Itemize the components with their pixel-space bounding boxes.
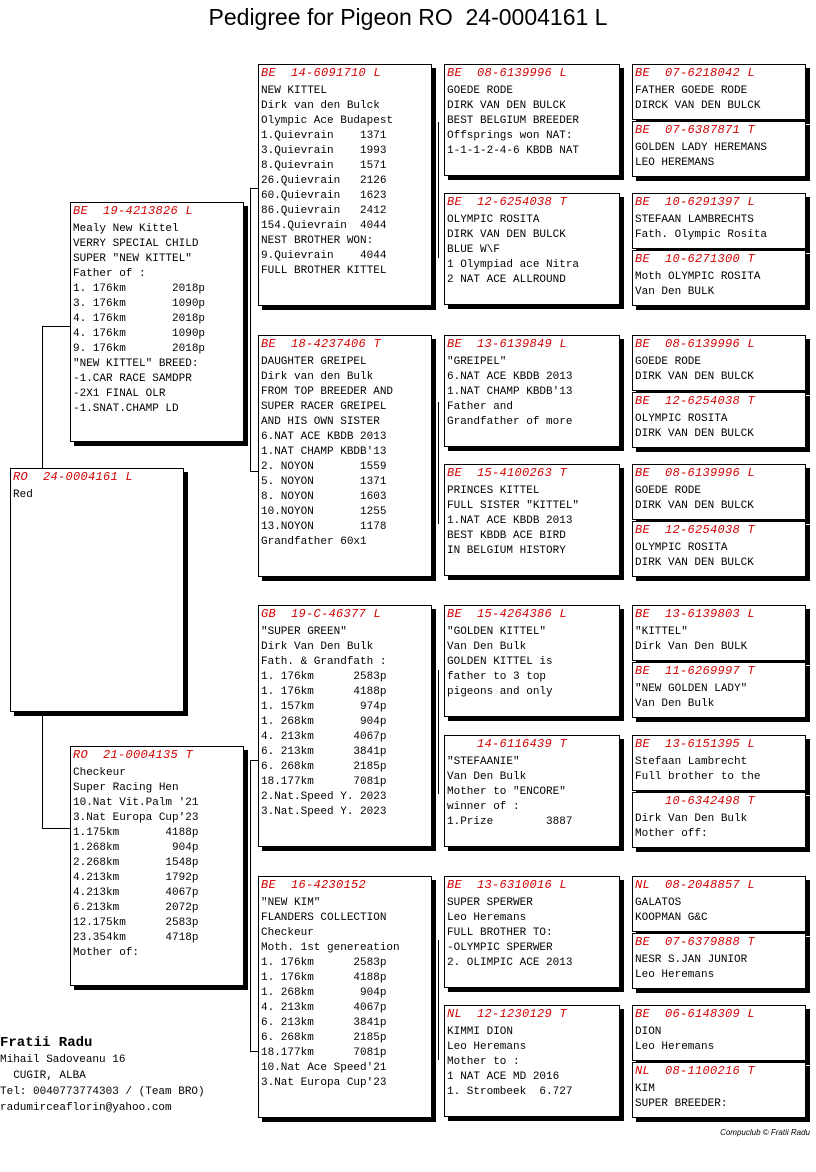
pigeon-note-line: 3. 176km 1090p <box>73 298 206 310</box>
pigeon-notes <box>445 354 619 430</box>
pigeon-note-line: Moth. 1st genereation <box>261 942 400 954</box>
pigeon-note-line: OLYMPIC ROSITA <box>635 413 728 425</box>
ring-number: BE 07-6387871 T <box>635 123 756 137</box>
pigeon-note-line: DAUGHTER GREIPEL <box>261 356 367 368</box>
pigeon-note-line: 1.NAT CHAMP KBDB'13 <box>261 446 387 458</box>
pigeon-note-line: 154.Quievrain 4044 <box>261 220 387 232</box>
pigeon-note-line: NEST BROTHER WON: <box>261 235 374 247</box>
ring-number: BE 16-4230152 <box>261 878 367 892</box>
pigeon-notes <box>445 754 619 830</box>
pigeon-note-line: 3.Nat Europa Cup'23 <box>261 1077 387 1089</box>
pigeon-note-line: 6.NAT ACE KBDB 2013 <box>447 371 573 383</box>
pigeon-note-line: FULL BROTHER KITTEL <box>261 265 387 277</box>
pigeon-card-g11 <box>632 735 806 791</box>
pigeon-note-line: Full brother to the <box>635 771 761 783</box>
pigeon-note-line: NEW KITTEL <box>261 85 328 97</box>
ring-number: BE 13-6139803 L <box>635 607 756 621</box>
ring-number: 14-6116439 T <box>447 737 568 751</box>
ring-number: NL 12-1230129 T <box>447 1007 568 1021</box>
pigeon-note-line: 6. 213km 3841p <box>261 746 387 758</box>
pigeon-note-line: "GREIPEL" <box>447 356 507 368</box>
pigeon-note-line: -OLYMPIC SPERWER <box>447 942 553 954</box>
pigeon-note-line: DIRK VAN DEN BULCK <box>447 100 566 112</box>
pigeon-note-line: Stefaan Lambrecht <box>635 756 748 768</box>
pigeon-note-line: 4. 213km 4067p <box>261 731 387 743</box>
pigeon-note-line: 2.Nat.Speed Y. 2023 <box>261 791 387 803</box>
pigeon-card-sds <box>444 335 620 447</box>
connector-line <box>438 940 439 1060</box>
pigeon-card-dam-sire <box>258 605 432 847</box>
pigeon-note-line: BEST BELGIUM BREEDER <box>447 115 580 127</box>
connector-line <box>438 122 439 258</box>
pigeon-notes <box>445 83 619 159</box>
pigeon-card-g16 <box>632 1062 806 1118</box>
ring-number: BE 08-6139996 L <box>635 466 756 480</box>
pigeon-note-line: KIM <box>635 1083 655 1095</box>
ring-number: BE 07-6379888 T <box>635 935 756 949</box>
pigeon-note-line: 2. OLIMPIC ACE 2013 <box>447 957 573 969</box>
pigeon-note-line: 6.NAT ACE KBDB 2013 <box>261 431 387 443</box>
pigeon-note-line: Mealy New Kittel <box>73 223 179 235</box>
ring-number: BE 12-6254038 T <box>635 523 756 537</box>
pigeon-notes <box>445 624 619 700</box>
pigeon-note-line: GOEDE RODE <box>447 85 514 97</box>
pigeon-notes <box>445 1024 619 1100</box>
pigeon-note-line: Leo Heremans <box>447 912 527 924</box>
ring-number: BE 11-6269997 T <box>635 664 756 678</box>
breeder-address: Mihail Sadoveanu 16 <box>0 1054 126 1066</box>
pigeon-note-line: 60.Quievrain 1623 <box>261 190 387 202</box>
pigeon-notes <box>633 83 805 114</box>
pigeon-note-line: 12.175km 2583p <box>73 917 199 929</box>
breeder-phone: Tel: 0040773774303 / (Team BRO) <box>0 1086 205 1098</box>
pigeon-note-line: 1.NAT ACE KBDB 2013 <box>447 515 573 527</box>
pigeon-note-line: 1. 268km 904p <box>261 987 387 999</box>
pigeon-notes <box>445 212 619 288</box>
pigeon-note-line: 26.Quievrain 2126 <box>261 175 387 187</box>
connector-line <box>42 326 70 327</box>
pigeon-card-g3 <box>632 193 806 249</box>
pigeon-note-line: Dirk Van Den BULK <box>635 641 748 653</box>
pigeon-note-line: 8. NOYON 1603 <box>261 491 387 503</box>
pigeon-note-line: Mother to "ENCORE" <box>447 786 566 798</box>
pigeon-note-line: SUPER "NEW KITTEL" <box>73 253 192 265</box>
pigeon-card-dam <box>70 746 244 986</box>
pigeon-note-line: 10.NOYON 1255 <box>261 506 387 518</box>
pigeon-note-line: SUPER RACER GREIPEL <box>261 401 387 413</box>
pigeon-note-line: 6. 268km 2185p <box>261 1032 387 1044</box>
pigeon-notes <box>633 895 805 926</box>
pigeon-note-line: 1-1-1-2-4-6 KBDB NAT <box>447 145 580 157</box>
pigeon-note-line: AND HIS OWN SISTER <box>261 416 380 428</box>
pigeon-card-g4 <box>632 250 806 306</box>
pigeon-note-line: Moth OLYMPIC ROSITA <box>635 271 761 283</box>
pigeon-note-line: 3.Quievrain 1993 <box>261 145 387 157</box>
pigeon-notes <box>633 269 805 300</box>
pigeon-notes <box>71 221 243 417</box>
breeder-city: CUGIR, ALBA <box>0 1070 86 1082</box>
pigeon-notes <box>71 765 243 961</box>
ring-number: BE 10-6291397 L <box>635 195 756 209</box>
ring-number: BE 08-6139996 L <box>447 66 568 80</box>
pigeon-note-line: FULL SISTER "KITTEL" <box>447 500 580 512</box>
pigeon-note-line: Fath. Olympic Rosita <box>635 229 768 241</box>
pigeon-notes <box>633 140 805 171</box>
pigeon-notes <box>633 540 805 571</box>
pigeon-note-line: NESR S.JAN JUNIOR <box>635 954 748 966</box>
ring-number: BE 19-4213826 L <box>73 204 194 218</box>
pigeon-card-g12 <box>632 792 806 848</box>
pigeon-note-line: Leo Heremans <box>635 1041 715 1053</box>
pigeon-note-line: 1. 268km 904p <box>261 716 387 728</box>
pigeon-note-line: 3.Nat.Speed Y. 2023 <box>261 806 387 818</box>
pigeon-note-line: 1.Quievrain 1371 <box>261 130 387 142</box>
pigeon-note-line: GOEDE RODE <box>635 356 702 368</box>
pigeon-card-g14 <box>632 933 806 989</box>
pigeon-note-line: 6. 213km 3841p <box>261 1017 387 1029</box>
pigeon-notes <box>633 354 805 385</box>
pigeon-notes <box>259 895 431 1091</box>
connector-line <box>438 670 439 794</box>
pigeon-notes <box>259 624 431 820</box>
pigeon-notes <box>11 487 183 503</box>
pigeon-note-line: 4. 213km 4067p <box>261 1002 387 1014</box>
pigeon-note-line: FROM TOP BREEDER AND <box>261 386 394 398</box>
connector-line <box>250 760 251 1052</box>
pigeon-card-g8 <box>632 521 806 577</box>
pigeon-note-line: 1.175km 4188p <box>73 827 199 839</box>
pigeon-note-line: 1. Strombeek 6.727 <box>447 1086 573 1098</box>
connector-line <box>42 326 43 468</box>
pigeon-note-line: 1.Prize 3887 <box>447 816 573 828</box>
connector-line <box>250 1051 258 1052</box>
pigeon-note-line: DIRK VAN DEN BULCK <box>635 428 754 440</box>
pigeon-note-line: 2 NAT ACE ALLROUND <box>447 274 566 286</box>
pigeon-note-line: DIRK VAN DEN BULCK <box>635 500 754 512</box>
pigeon-note-line: Van Den Bulk <box>635 698 715 710</box>
ring-number: BE 12-6254038 T <box>635 394 756 408</box>
pigeon-note-line: Dirk van den Bulk <box>261 371 374 383</box>
pigeon-notes <box>633 681 805 712</box>
pigeon-note-line: Grandfather 60x1 <box>261 536 367 548</box>
pigeon-note-line: 9.Quievrain 4044 <box>261 250 387 262</box>
pigeon-card-g9 <box>632 605 806 661</box>
pigeon-note-line: Dirk van den Bulck <box>261 100 380 112</box>
pigeon-note-line: Mother off: <box>635 828 708 840</box>
pigeon-note-line: 13.NOYON 1178 <box>261 521 387 533</box>
pigeon-card-g6 <box>632 392 806 448</box>
pigeon-note-line: -1.CAR RACE SAMDPR <box>73 373 192 385</box>
pigeon-card-g13 <box>632 876 806 932</box>
pigeon-note-line: Father and <box>447 401 514 413</box>
pigeon-note-line: Super Racing Hen <box>73 782 179 794</box>
pigeon-card-sdd <box>444 464 620 576</box>
ring-number: BE 15-4264386 L <box>447 607 568 621</box>
pigeon-note-line: 1. 157km 974p <box>261 701 387 713</box>
ring-number: NL 08-1100216 T <box>635 1064 756 1078</box>
pigeon-note-line: OLYMPIC ROSITA <box>635 542 728 554</box>
pigeon-notes <box>633 1024 805 1055</box>
ring-number: GB 19-C-46377 L <box>261 607 382 621</box>
pigeon-card-ssd <box>444 193 620 305</box>
pigeon-note-line: DION <box>635 1026 662 1038</box>
pigeon-card-subject <box>10 468 184 712</box>
pigeon-note-line: DIRK VAN DEN BULCK <box>635 371 754 383</box>
breeder-email: radumirceaflorin@yahoo.com <box>0 1102 172 1114</box>
pigeon-card-dss <box>444 605 620 717</box>
pigeon-note-line: 3.Nat Europa Cup'23 <box>73 812 199 824</box>
pigeon-note-line: 1.NAT CHAMP KBDB'13 <box>447 386 573 398</box>
pigeon-note-line: 1. 176km 2583p <box>261 671 387 683</box>
pigeon-note-line: Fath. & Grandfath : <box>261 656 387 668</box>
pigeon-note-line: 1. 176km 4188p <box>261 686 387 698</box>
pigeon-card-dsd <box>444 735 620 847</box>
pigeon-note-line: Checkeur <box>261 927 314 939</box>
pigeon-notes <box>633 1081 805 1112</box>
pigeon-notes <box>633 624 805 655</box>
pigeon-note-line: 2.268km 1548p <box>73 857 199 869</box>
pigeon-note-line: Van Den BULK <box>635 286 715 298</box>
pigeon-note-line: 1. 176km 2583p <box>261 957 387 969</box>
connector-line <box>250 471 258 472</box>
pigeon-card-dam-dam <box>258 876 432 1118</box>
pigeon-notes <box>633 483 805 514</box>
pigeon-note-line: FULL BROTHER TO: <box>447 927 553 939</box>
pigeon-note-line: "NEW KIM" <box>261 897 321 909</box>
pigeon-note-line: -1.SNAT.CHAMP LD <box>73 403 179 415</box>
pigeon-notes <box>259 83 431 279</box>
pigeon-note-line: "NEW KITTEL" BREED: <box>73 358 199 370</box>
pigeon-note-line: Leo Heremans <box>635 969 715 981</box>
pigeon-note-line: Olympic Ace Budapest <box>261 115 394 127</box>
pigeon-note-line: Grandfather of more <box>447 416 573 428</box>
pigeon-note-line: 86.Quievrain 2412 <box>261 205 387 217</box>
pigeon-note-line: PRINCES KITTEL <box>447 485 540 497</box>
pigeon-note-line: Leo Heremans <box>447 1041 527 1053</box>
pigeon-note-line: Van Den Bulk <box>447 771 527 783</box>
ring-number: BE 18-4237406 T <box>261 337 382 351</box>
pigeon-card-sire-sire <box>258 64 432 306</box>
pigeon-note-line: Father of : <box>73 268 146 280</box>
pigeon-note-line: 4. 176km 1090p <box>73 328 206 340</box>
pigeon-note-line: GOLDEN LADY HEREMANS <box>635 142 768 154</box>
pigeon-note-line: 8.Quievrain 1571 <box>261 160 387 172</box>
pigeon-note-line: Mother to : <box>447 1056 520 1068</box>
pigeon-note-line: SUPER BREEDER: <box>635 1098 728 1110</box>
pigeon-note-line: GALATOS <box>635 897 682 909</box>
pigeon-card-g10 <box>632 662 806 718</box>
pigeon-note-line: DIRK VAN DEN BULCK <box>447 229 566 241</box>
breeder-name: Fratii Radu <box>0 1035 93 1051</box>
connector-line <box>438 402 439 524</box>
pigeon-note-line: STEFAAN LAMBRECHTS <box>635 214 754 226</box>
pigeon-note-line: GOLDEN KITTEL is <box>447 656 553 668</box>
pigeon-notes <box>445 483 619 559</box>
connector-line <box>42 712 43 828</box>
ring-number: BE 14-6091710 L <box>261 66 382 80</box>
pigeon-note-line: 10.Nat Ace Speed'21 <box>261 1062 387 1074</box>
pigeon-note-line: -2X1 FINAL OLR <box>73 388 166 400</box>
pigeon-note-line: 9. 176km 2018p <box>73 343 206 355</box>
ring-number: BE 15-4100263 T <box>447 466 568 480</box>
ring-number: RO 24-0004161 L <box>13 470 134 484</box>
ring-number: RO 21-0004135 T <box>73 748 194 762</box>
connector-line <box>250 760 258 761</box>
pigeon-note-line: 18.177km 7081p <box>261 1047 387 1059</box>
page-title: Pedigree for Pigeon RO 24-0004161 L <box>208 4 608 30</box>
pigeon-card-g15 <box>632 1005 806 1061</box>
connector-line <box>250 188 258 189</box>
ring-number: BE 13-6151395 L <box>635 737 756 751</box>
ring-number: BE 07-6218042 L <box>635 66 756 80</box>
pigeon-note-line: BEST KBDB ACE BIRD <box>447 530 566 542</box>
pigeon-note-line: 23.354km 4718p <box>73 932 199 944</box>
pigeon-note-line: 1.268km 904p <box>73 842 199 854</box>
pigeon-note-line: Van Den Bulk <box>447 641 527 653</box>
pigeon-note-line: KIMMI DION <box>447 1026 514 1038</box>
pigeon-note-line: Dirk Van Den Bulk <box>261 641 374 653</box>
pigeon-notes <box>445 895 619 971</box>
pigeon-note-line: 18.177km 7081p <box>261 776 387 788</box>
pigeon-card-g1 <box>632 64 806 120</box>
pigeon-note-line: VERRY SPECIAL CHILD <box>73 238 199 250</box>
pigeon-note-line: pigeons and only <box>447 686 553 698</box>
ring-number: BE 10-6271300 T <box>635 252 756 266</box>
connector-line <box>42 828 70 829</box>
pigeon-note-line: LEO HEREMANS <box>635 157 715 169</box>
pigeon-note-line: BLUE W\F <box>447 244 500 256</box>
pigeon-note-line: SUPER SPERWER <box>447 897 533 909</box>
pigeon-notes <box>633 754 805 785</box>
pigeon-note-line: Dirk Van Den Bulk <box>635 813 748 825</box>
pigeon-note-line: "SUPER GREEN" <box>261 626 347 638</box>
pigeon-note-line: 1 Olympiad ace Nitra <box>447 259 580 271</box>
pigeon-note-line: 6.213km 2072p <box>73 902 199 914</box>
pigeon-notes <box>633 811 805 842</box>
pigeon-note-line: KOOPMAN G&C <box>635 912 708 924</box>
pigeon-note-line: "GOLDEN KITTEL" <box>447 626 547 638</box>
ring-number: BE 13-6310016 L <box>447 878 568 892</box>
pigeon-notes <box>633 952 805 983</box>
pigeon-note-line: Checkeur <box>73 767 126 779</box>
pigeon-card-dds <box>444 876 620 988</box>
pigeon-card-g7 <box>632 464 806 520</box>
pigeon-note-line: Red <box>13 489 33 501</box>
connector-line <box>250 188 251 472</box>
pigeon-card-g5 <box>632 335 806 391</box>
pigeon-note-line: Offsprings won NAT: <box>447 130 573 142</box>
ring-number: BE 08-6139996 L <box>635 337 756 351</box>
pigeon-note-line: GOEDE RODE <box>635 485 702 497</box>
pigeon-note-line: "KITTEL" <box>635 626 688 638</box>
pigeon-note-line: 6. 268km 2185p <box>261 761 387 773</box>
ring-number: BE 12-6254038 T <box>447 195 568 209</box>
pigeon-note-line: 2. NOYON 1559 <box>261 461 387 473</box>
pigeon-notes <box>633 411 805 442</box>
pigeon-note-line: IN BELGIUM HISTORY <box>447 545 566 557</box>
pigeon-note-line: 1. 176km 4188p <box>261 972 387 984</box>
pigeon-notes <box>633 212 805 243</box>
footer-credit: Compuclub © Fratii Radu <box>720 1128 810 1137</box>
pigeon-card-sire <box>70 202 244 442</box>
ring-number: BE 06-6148309 L <box>635 1007 756 1021</box>
ring-number: 10-6342498 T <box>635 794 756 808</box>
pigeon-note-line: Mother of: <box>73 947 140 959</box>
pigeon-note-line: FATHER GOEDE RODE <box>635 85 748 97</box>
pigeon-note-line: 4.213km 4067p <box>73 887 199 899</box>
pigeon-note-line: father to 3 top <box>447 671 547 683</box>
pigeon-note-line: FLANDERS COLLECTION <box>261 912 387 924</box>
pigeon-card-g2 <box>632 121 806 177</box>
ring-number: BE 13-6139849 L <box>447 337 568 351</box>
pigeon-card-ddd <box>444 1005 620 1117</box>
pigeon-note-line: "STEFAANIE" <box>447 756 520 768</box>
pigeon-note-line: 10.Nat Vit.Palm '21 <box>73 797 199 809</box>
pigeon-note-line: DIRK VAN DEN BULCK <box>635 557 754 569</box>
pigeon-note-line: DIRCK VAN DEN BULCK <box>635 100 761 112</box>
pigeon-note-line: winner of : <box>447 801 520 813</box>
pigeon-note-line: 4.213km 1792p <box>73 872 199 884</box>
pigeon-note-line: 1. 176km 2018p <box>73 283 206 295</box>
pigeon-note-line: OLYMPIC ROSITA <box>447 214 540 226</box>
pigeon-card-sss <box>444 64 620 176</box>
pigeon-note-line: 5. NOYON 1371 <box>261 476 387 488</box>
pigeon-notes <box>259 354 431 550</box>
pigeon-note-line: 1 NAT ACE MD 2016 <box>447 1071 560 1083</box>
pigeon-card-sire-dam <box>258 335 432 577</box>
pigeon-note-line: 4. 176km 2018p <box>73 313 206 325</box>
breeder-info <box>0 1034 205 1116</box>
pigeon-note-line: "NEW GOLDEN LADY" <box>635 683 748 695</box>
ring-number: NL 08-2048857 L <box>635 878 756 892</box>
